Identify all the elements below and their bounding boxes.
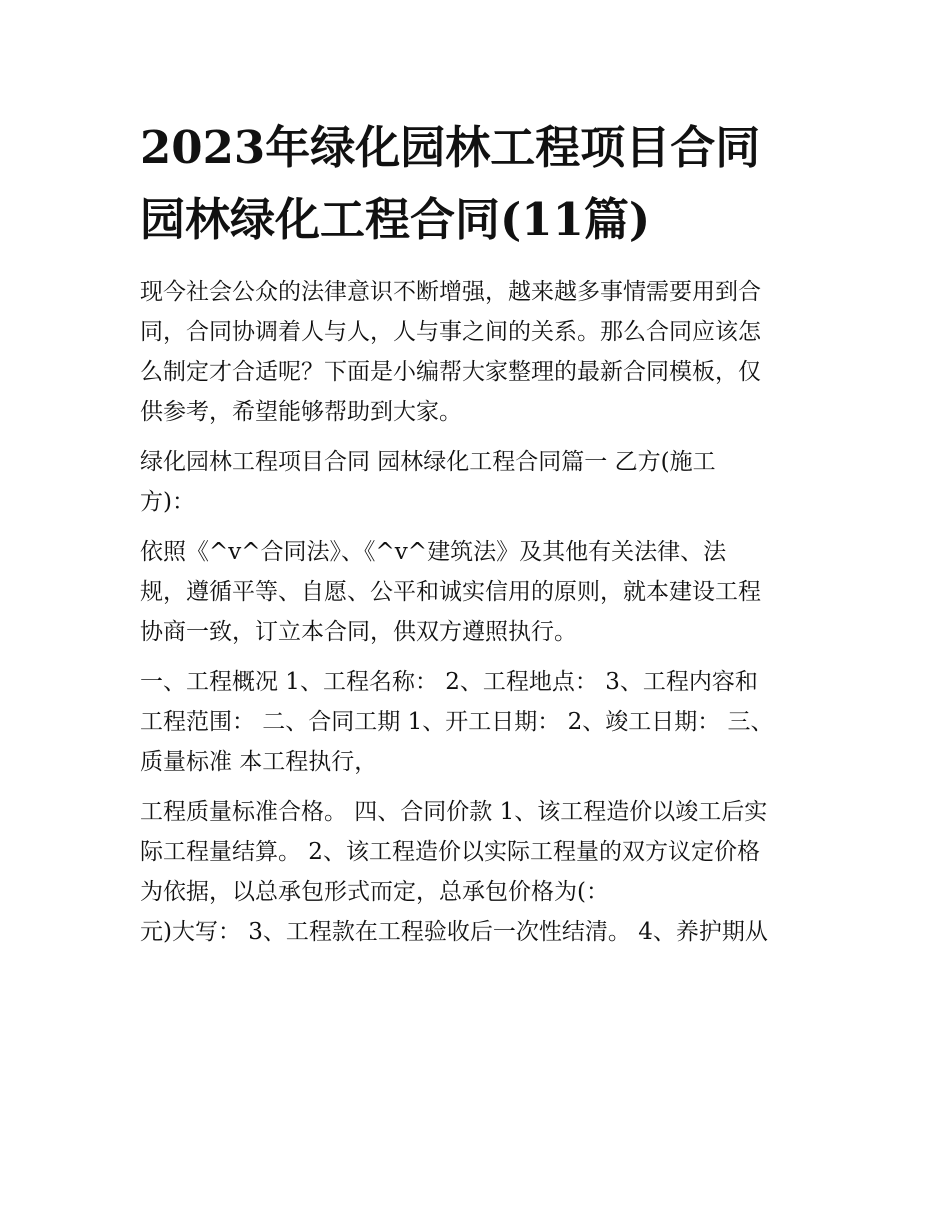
- document-page: [140, 112, 820, 962]
- text-line: 现今社会公众的法律意识不断增强，越来越多事情需要用到合: [140, 279, 761, 305]
- text-line: 际工程量结算。 2、该工程造价以实际工程量的双方议定价格: [140, 839, 760, 865]
- title-line-2: 园林绿化工程合同(11篇): [140, 193, 651, 246]
- text-line: 元)大写： 3、工程款在工程验收后一次性结清。 4、养护期从: [140, 919, 768, 945]
- paragraph-party-b: [140, 442, 820, 522]
- text-line: 规，遵循平等、自愿、公平和诚实信用的原则，就本建设工程: [140, 579, 761, 605]
- paragraph-project-overview: [140, 662, 820, 782]
- text-line: 协商一致，订立本合同，供双方遵照执行。: [140, 619, 577, 645]
- text-line: 质量标准 本工程执行，: [140, 749, 378, 775]
- text-line: 同，合同协调着人与人，人与事之间的关系。那么合同应该怎: [140, 319, 761, 345]
- text-line: 依照《^v^合同法》、《^v^建筑法》及其他有关法律、法: [140, 539, 727, 565]
- text-line: 工程质量标准合格。 四、合同价款 1、该工程造价以竣工后实: [140, 799, 768, 825]
- text-line: 为依据，以总承包形式而定，总承包价格为(：: [140, 879, 609, 905]
- title-line-1: 2023年绿化园林工程项目合同: [140, 121, 761, 174]
- text-line: 方)：: [140, 489, 195, 515]
- text-line: 绿化园林工程项目合同 园林绿化工程合同篇一 乙方(施工: [140, 449, 716, 475]
- text-line: 供参考，希望能够帮助到大家。: [140, 399, 462, 425]
- text-line: 么制定才合适呢？下面是小编帮大家整理的最新合同模板，仅: [140, 359, 761, 385]
- document-title: [140, 112, 820, 256]
- paragraph-contract-price: [140, 792, 820, 952]
- paragraph-intro: [140, 272, 820, 432]
- paragraph-legal-basis: [140, 532, 820, 652]
- text-line: 工程范围： 二、合同工期 1、开工日期： 2、竣工日期： 三、: [140, 709, 774, 735]
- text-line: 一、工程概况 1、工程名称： 2、工程地点： 3、工程内容和: [140, 669, 758, 695]
